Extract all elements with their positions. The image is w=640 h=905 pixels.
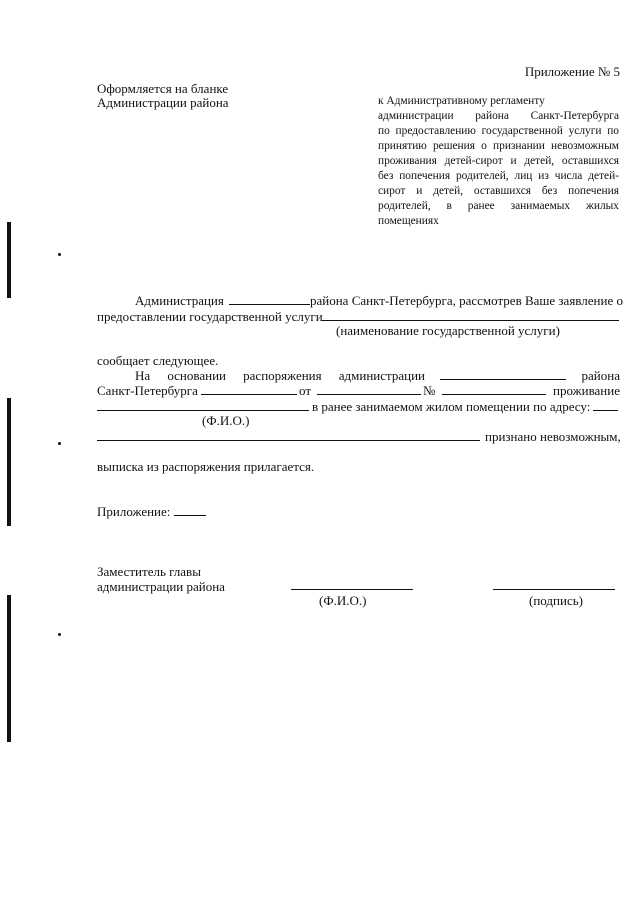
regulation-line-1: к Административному регламенту — [378, 95, 545, 107]
impossible-text: признано невозможным, — [485, 429, 621, 444]
service-name-blank — [322, 320, 619, 321]
signer-fio-blank — [291, 589, 413, 590]
signer-title-2: администрации района — [97, 579, 225, 594]
extract-text: выписка из распоряжения прилагается. — [97, 459, 315, 474]
word-osnovanii: основании — [167, 368, 226, 383]
order-number-blank — [442, 394, 546, 395]
order-name-blank — [201, 394, 297, 395]
margin-bar — [7, 222, 11, 298]
order-date-blank — [317, 394, 421, 395]
residence-label: проживание — [553, 383, 620, 398]
signer-title-1: Заместитель главы — [97, 564, 201, 579]
signer-sign-blank — [493, 589, 615, 590]
city-label: Санкт-Петербурга — [97, 383, 198, 398]
word-na: На — [135, 368, 151, 383]
address-blank-end — [593, 410, 618, 411]
margin-dot — [58, 633, 61, 636]
regulation-line-3: по предоставлению государственной услуги по — [378, 125, 619, 137]
regulation-line-9: помещениях — [378, 215, 439, 227]
address-text: в ранее занимаемом жилом помещении по адресу: — [312, 399, 591, 414]
appendix-number: Приложение № 5 — [524, 64, 620, 79]
word-administratsii: администрации — [338, 368, 425, 383]
regulation-line-4: принятию решения о признании невозможным — [378, 140, 619, 152]
inform-text: сообщает следующее. — [97, 353, 219, 368]
service-name-caption: (наименование государственной услуги) — [336, 323, 560, 338]
margin-bar — [7, 595, 11, 742]
form-note-line-2: Администрации района — [97, 95, 229, 110]
number-sign: № — [423, 383, 436, 398]
regulation-line-7: сирот и детей, оставшихся без попечения — [378, 185, 619, 197]
request-text: района Санкт-Петербурга, рассмотрев Ваше заявление о — [310, 293, 623, 308]
fio-blank — [97, 410, 309, 411]
district-word: района — [581, 368, 620, 383]
attachment-blank — [174, 515, 206, 516]
administration-label: Администрация — [135, 293, 224, 308]
order-district-blank — [440, 379, 566, 380]
margin-dot — [58, 442, 61, 445]
district-blank — [229, 304, 310, 305]
margin-bar — [7, 398, 11, 526]
word-rasporyazheniya: распоряжения — [243, 368, 322, 383]
form-note-line-1: Оформляется на бланке — [97, 81, 229, 96]
from-label: от — [299, 383, 312, 398]
signer-sign-caption: (подпись) — [529, 593, 583, 608]
service-text: предоставлении государственной услуги — [97, 309, 323, 324]
regulation-line-5: проживания детей-сирот и детей, оставшихся — [378, 155, 619, 167]
margin-dot — [58, 253, 61, 256]
regulation-line-8: родителей, в ранее занимаемых жилых — [378, 200, 619, 212]
signer-fio-caption: (Ф.И.О.) — [319, 593, 367, 608]
attachment-label: Приложение: — [97, 504, 171, 519]
fio-caption: (Ф.И.О.) — [202, 413, 250, 428]
address-blank — [97, 440, 480, 441]
regulation-line-6: без попечения родителей, лиц из числа детей- — [378, 170, 619, 182]
regulation-line-2: администрации района Санкт-Петербурга — [378, 110, 619, 122]
